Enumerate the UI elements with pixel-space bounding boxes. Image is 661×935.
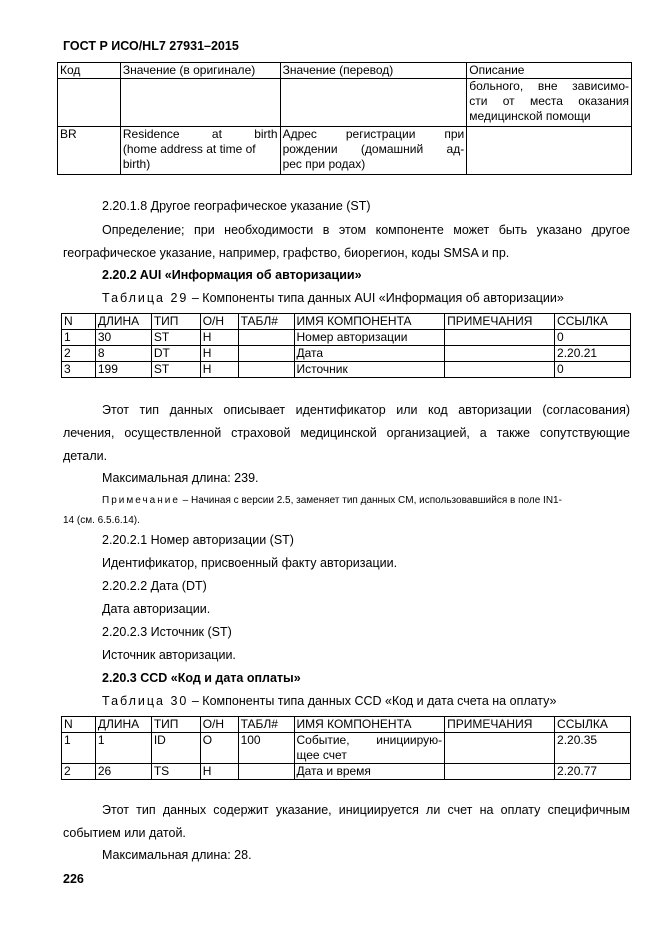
header-cell: ПРИМЕЧАНИЯ bbox=[445, 314, 555, 330]
header-cell: ТАБЛ# bbox=[238, 717, 294, 733]
cell-line: сти от места оказания bbox=[469, 94, 629, 108]
cell-line: медицинской помощи bbox=[469, 109, 591, 123]
table-cell bbox=[120, 127, 280, 175]
paragraph-line: Этот тип данных описывает идентификатор или код авторизации (согласования) bbox=[102, 403, 630, 417]
table-cell: 0 bbox=[555, 330, 631, 346]
header-cell: Код bbox=[58, 63, 121, 79]
table-cell: TS bbox=[151, 764, 200, 780]
table-cell: 2.20.21 bbox=[555, 346, 631, 362]
table-cell: 26 bbox=[95, 764, 151, 780]
table-cell bbox=[280, 79, 467, 127]
header-cell: Значение (в оригинале) bbox=[120, 63, 280, 79]
table-cell: Дата bbox=[294, 346, 445, 362]
table-cell: 1 bbox=[62, 330, 96, 346]
table-cell bbox=[238, 346, 294, 362]
header-cell: N bbox=[62, 314, 96, 330]
table-cell: 2 bbox=[62, 346, 96, 362]
cell-line: больного, вне зависимо- bbox=[469, 79, 629, 93]
header-cell: ТИП bbox=[151, 717, 200, 733]
note-line bbox=[102, 495, 630, 506]
table-cell: 0 bbox=[555, 362, 631, 378]
header-cell: N bbox=[62, 717, 96, 733]
header-cell: ССЫЛКА bbox=[555, 717, 631, 733]
caption-label: Таблица 29 bbox=[102, 291, 189, 305]
subsection-heading: 2.20.2.1 Номер авторизации (ST) bbox=[102, 533, 294, 547]
paragraph-line: Этот тип данных содержит указание, инициируется ли счет на оплату специфичным bbox=[102, 803, 630, 817]
table-30 bbox=[61, 716, 631, 780]
subsection-heading: 2.20.2.2 Дата (DT) bbox=[102, 579, 207, 593]
paragraph-line: лечения, осуществленной страховой медицинской организацией, а также сопутствующие bbox=[63, 426, 630, 440]
header-cell: ПРИМЕЧАНИЯ bbox=[445, 717, 555, 733]
header-cell: ТАБЛ# bbox=[238, 314, 294, 330]
table-cell bbox=[238, 764, 294, 780]
table-cell: 2.20.77 bbox=[555, 764, 631, 780]
table-cell bbox=[467, 127, 632, 175]
header-cell: ИМЯ КОМПОНЕНТА bbox=[294, 314, 445, 330]
header-cell: ДЛИНА bbox=[95, 717, 151, 733]
table-cell bbox=[294, 733, 445, 764]
table-caption bbox=[102, 291, 564, 305]
header-cell: О/Н bbox=[200, 314, 238, 330]
paragraph-line: детали. bbox=[63, 449, 108, 463]
table-header-row bbox=[62, 314, 631, 330]
table-cell bbox=[58, 79, 121, 127]
table-row bbox=[58, 79, 632, 127]
table-cell: О bbox=[200, 733, 238, 764]
table-cell bbox=[445, 330, 555, 346]
table-cell: Н bbox=[200, 362, 238, 378]
subsection-text: Идентификатор, присвоенный факту авторизации. bbox=[102, 556, 398, 570]
subsection-text: Источник авторизации. bbox=[102, 648, 236, 662]
subsection-text: Дата авторизации. bbox=[102, 602, 211, 616]
max-length-text: Максимальная длина: 239. bbox=[102, 471, 259, 485]
caption-text: – Компоненты типа данных CCD «Код и дата счета на оплату» bbox=[191, 694, 557, 708]
table-row bbox=[62, 346, 631, 362]
table-cell: Источник bbox=[294, 362, 445, 378]
table-29 bbox=[61, 313, 631, 378]
note-text: – Начиная с версии 2.5, заменяет тип данных CM, использовавшийся в поле IN1- bbox=[182, 495, 562, 506]
table-cell bbox=[445, 346, 555, 362]
table-caption bbox=[102, 694, 557, 708]
table-cell: 3 bbox=[62, 362, 96, 378]
header-cell: ТИП bbox=[151, 314, 200, 330]
page-number: 226 bbox=[63, 872, 84, 886]
header-cell: ИМЯ КОМПОНЕНТА bbox=[294, 717, 445, 733]
table-cell: BR bbox=[58, 127, 121, 175]
cell-line: рес при родах) bbox=[282, 157, 366, 171]
caption-text: – Компоненты типа данных AUI «Информация об авторизации» bbox=[191, 291, 564, 305]
table-cell: 2 bbox=[62, 764, 96, 780]
paragraph-line: событием или датой. bbox=[63, 826, 186, 840]
note-line: 14 (см. 6.5.6.14). bbox=[63, 515, 140, 526]
paragraph-line: Определение; при необходимости в этом компоненте может быть указано другое bbox=[102, 223, 630, 237]
table-row bbox=[58, 127, 632, 175]
cell-line: Адрес регистрации при bbox=[282, 127, 465, 141]
caption-label: Таблица 30 bbox=[102, 694, 189, 708]
table-cell bbox=[445, 733, 555, 764]
table-cell: ID bbox=[151, 733, 200, 764]
header-cell: О/Н bbox=[200, 717, 238, 733]
section-heading: 2.20.2 AUI «Информация об авторизации» bbox=[102, 268, 362, 282]
section-heading: 2.20.1.8 Другое географическое указание (ST) bbox=[102, 199, 371, 213]
table-cell bbox=[280, 127, 467, 175]
max-length-text: Максимальная длина: 28. bbox=[102, 848, 252, 862]
table-cell bbox=[445, 764, 555, 780]
table-cell: 30 bbox=[95, 330, 151, 346]
subsection-heading: 2.20.2.3 Источник (ST) bbox=[102, 625, 232, 639]
header-cell: Значение (перевод) bbox=[280, 63, 467, 79]
cell-line: щее счет bbox=[296, 748, 347, 762]
table-cell: 8 bbox=[95, 346, 151, 362]
table-cell: DT bbox=[151, 346, 200, 362]
table-cell bbox=[467, 79, 632, 127]
header-cell: ДЛИНА bbox=[95, 314, 151, 330]
table-cell bbox=[445, 362, 555, 378]
cell-line: Событие, инициирую- bbox=[296, 733, 443, 747]
table-cell: 2.20.35 bbox=[555, 733, 631, 764]
table-row bbox=[62, 330, 631, 346]
table-cell: Н bbox=[200, 330, 238, 346]
paragraph-line: географическое указание, например, графство, биорегион, коды SMSA и пр. bbox=[63, 246, 510, 260]
table-cell: ST bbox=[151, 362, 200, 378]
cell-line: birth) bbox=[122, 157, 151, 171]
cell-line: рождении (домашний ад- bbox=[282, 142, 465, 156]
table-cell: 1 bbox=[95, 733, 151, 764]
table-cell: Номер авторизации bbox=[294, 330, 445, 346]
table-header-row bbox=[62, 717, 631, 733]
table-cell: Н bbox=[200, 764, 238, 780]
table-cell bbox=[238, 362, 294, 378]
table-row bbox=[62, 362, 631, 378]
table-cell: Н bbox=[200, 346, 238, 362]
table-cell: 199 bbox=[95, 362, 151, 378]
table-row bbox=[62, 764, 631, 780]
table-cell bbox=[238, 330, 294, 346]
cell-line: (home address at time of bbox=[122, 142, 256, 156]
table-cell: 100 bbox=[238, 733, 294, 764]
table-cell: 1 bbox=[62, 733, 96, 764]
codes-table bbox=[57, 62, 632, 175]
table-cell: Дата и время bbox=[294, 764, 445, 780]
note-label: Примечание bbox=[102, 495, 180, 506]
table-row bbox=[62, 733, 631, 764]
header-cell: Описание bbox=[467, 63, 632, 79]
table-cell: ST bbox=[151, 330, 200, 346]
table-cell bbox=[120, 79, 280, 127]
table-header-row bbox=[58, 63, 632, 79]
document-header: ГОСТ Р ИСО/HL7 27931–2015 bbox=[63, 39, 239, 53]
cell-line: Residence at birth bbox=[122, 127, 278, 141]
section-heading: 2.20.3 CCD «Код и дата оплаты» bbox=[102, 671, 301, 685]
header-cell: ССЫЛКА bbox=[555, 314, 631, 330]
